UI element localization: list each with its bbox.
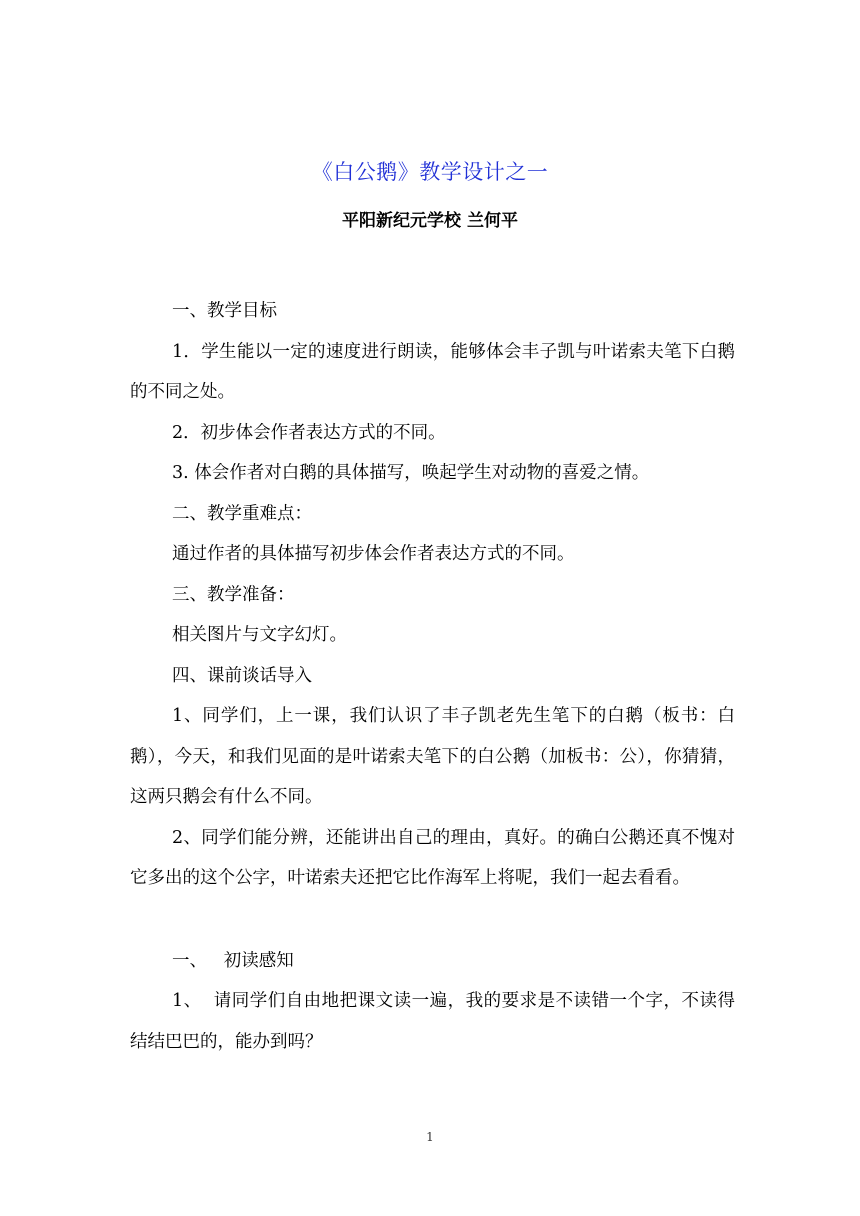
document-body [130, 291, 735, 1062]
introduction-paragraph-2: 2、同学们能分辨，还能讲出自己的理由，真好。的确白公鹅还真不愧对它多出的这个公字，叶诺索夫还把它比作海军上将呢，我们一起去看看。 [130, 827, 735, 888]
section-heading-first-reading: 一、 初读感知 [172, 950, 294, 971]
objective-item-2: 2．初步体会作者表达方式的不同。 [172, 422, 446, 443]
document-title: 《白公鹅》教学设计之一 [311, 160, 549, 184]
author-line: 平阳新纪元学校 兰何平 [342, 211, 518, 231]
section-heading-preparation: 三、教学准备： [172, 584, 295, 605]
first-reading-item-1: 1、 请同学们自由地把课文读一遍，我的要求是不读错一个字，不读得结结巴巴的，能办到吗？ [130, 991, 735, 1052]
preparation-text: 相关图片与文字幻灯。 [172, 625, 347, 645]
introduction-paragraph-1: 1、同学们，上一课，我们认识了丰子凯老先生笔下的白鹅（板书：白鹅），今天，和我们见面的是叶诺索夫笔下的白公鹅（加板书：公），你猜猜，这两只鹅会有什么不同。 [130, 706, 735, 807]
section-heading-key-points: 二、教学重难点： [172, 503, 312, 524]
objective-item-1: 1．学生能以一定的速度进行朗读，能够体会丰子凯与叶诺索夫笔下白鹅的不同之处。 [130, 341, 735, 402]
paragraph-spacer [130, 899, 735, 941]
key-points-text: 通过作者的具体描写初步体会作者表达方式的不同。 [172, 544, 575, 564]
objective-item-3: 3. 体会作者对白鹅的具体描写，唤起学生对动物的喜爱之情。 [172, 463, 650, 483]
page-number: 1 [426, 1130, 434, 1144]
section-heading-objectives: 一、教学目标 [172, 301, 277, 321]
section-heading-introduction: 四、课前谈话导入 [172, 665, 312, 686]
